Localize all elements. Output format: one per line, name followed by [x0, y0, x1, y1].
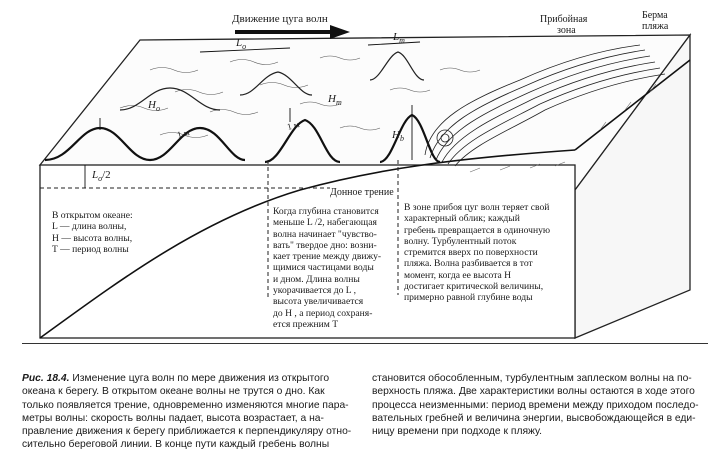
- direction-arrow: [235, 25, 350, 39]
- shoaling-note: Когда глубина становится меньше L /2, набегающая волна начинает "чувство- вать" твердое дно: возни- кает трение между движу- щимися частицами воды и дном. Длина волны укорачивается до L , высота увеличивается до H , а период сохраня- ется прежним T: [273, 206, 382, 330]
- one-meter-label-2: 1 м: [285, 119, 301, 132]
- wavelength-shoal-label: $L_m$: [393, 31, 405, 45]
- one-meter-label-1: 1 м: [175, 127, 191, 140]
- ocean-note: В открытом океане: L — длина волны, H — высота волны, T — период волны: [52, 210, 133, 255]
- caption-divider: [22, 343, 708, 344]
- direction-label: Движение цуга волн: [232, 13, 328, 25]
- caption-label: Рис. 18.4.: [22, 373, 70, 384]
- caption-right: становится обособленным, турбулентным заплеском волны на по- верхность пляжа. Две характеристики волны остаются в ходе этого процесса неизменными: период времени между приходом последо- вательных гребней и величина энергии, высвобождающейся в еди- ницу времени при подходе к пляжу.: [372, 373, 699, 438]
- berm-label: Берма: [642, 10, 668, 21]
- height-breaker-label: $H_b$: [392, 129, 404, 143]
- surf-zone-note: В зоне прибоя цуг волн теряет свой характерный облик; каждый гребень превращается в одиночную волну. Турбулентный поток стремится вверх по поверхности пляжа. Волна разбивается в тот момент, когда ее высота H достигает критической величины, примерно равной глубине воды: [404, 202, 551, 304]
- wavelength-ocean-label: $L_o$: [236, 37, 247, 51]
- surf-zone-label-2: зона: [557, 25, 576, 36]
- height-shoal-label: $H_m$: [328, 93, 342, 107]
- surf-zone-label: Прибойная: [540, 14, 588, 25]
- height-ocean-label: $H_o$: [148, 99, 160, 113]
- half-wavelength-label: $L_o/2$: [92, 169, 111, 183]
- caption-left: Рис. 18.4. Изменение цуга волн по мере движения из открытого океана к берегу. В открытом океане волны не трутся о дно. Как только появляется трение, одновременно изменяются многие пара- метры волны: скорость волны падает, высота возрастает, а на- правление движения к берегу приближается к перпендикуляру отно- сительно береговой линии. В конце пути каждый гребень волны: [22, 373, 352, 451]
- berm-label-2: пляжа: [642, 21, 669, 32]
- bottom-friction-label: Донное трение: [330, 187, 394, 198]
